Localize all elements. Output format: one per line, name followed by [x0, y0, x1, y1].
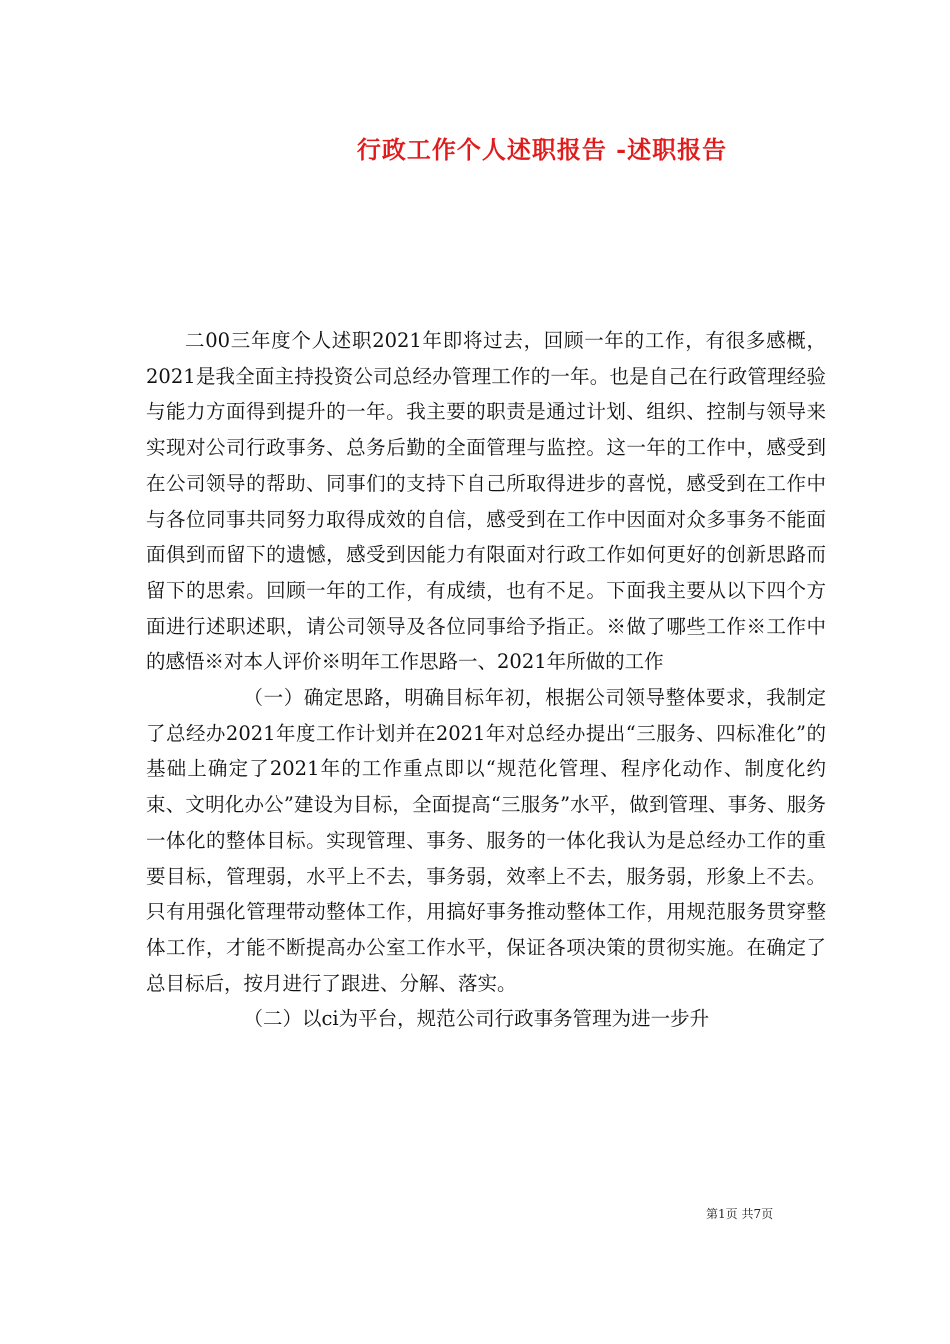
paragraph-section-2: （二）以ci为平台，规范公司行政事务管理为进一步升	[243, 1007, 710, 1031]
document-body	[146, 323, 826, 1037]
paragraph-section-1: （一）确定思路，明确目标年初，根据公司领导整体要求，我制定了总经办2021年度工作计划并在2021年对总经办提出“三服务、四标准化”的基础上确定了2021年的工作重点即以“规范化管理、程序化动作、制度化约束、文明化办公”建设为目标，全面提高“三服务”水平，做到管理、事务、服务一体化的整体目标。实现管理、事务、服务的一体化我认为是总经办工作的重要目标，管理弱，水平上不去，事务弱，效率上不去，服务弱，形象上不去。只有用强化管理带动整体工作，用搞好事务推动整体工作，用规范服务贯穿整体工作，才能不断提高办公室工作水平，保证各项决策的贯彻实施。在确定了总目标后，按月进行了跟进、分解、落实。	[146, 686, 826, 995]
paragraph-intro: 二00三年度个人述职2021年即将过去，回顾一年的工作，有很多感概，2021是我全面主持投资公司总经办管理工作的一年。也是自己在行政管理经验与能力方面得到提升的一年。我主要的职责是通过计划、组织、控制与领导来实现对公司行政事务、总务后勤的全面管理与监控。这一年的工作中，感受到在公司领导的帮助、同事们的支持下自己所取得进步的喜悦，感受到在工作中与各位同事共同努力取得成效的自信，感受到在工作中因面对众多事务不能面面俱到而留下的遗憾，感受到因能力有限面对行政工作如何更好的创新思路而留下的思索。回顾一年的工作，有成绩，也有不足。下面我主要从以下四个方面进行述职述职，请公司领导及各位同事给予指正。※做了哪些工作※工作中的感悟※对本人评价※明年工作思路一、2021年所做的工作	[146, 329, 826, 674]
page-number: 第1页 共7页	[706, 1207, 774, 1221]
document-title: 行政工作个人述职报告 -述职报告	[356, 135, 728, 164]
